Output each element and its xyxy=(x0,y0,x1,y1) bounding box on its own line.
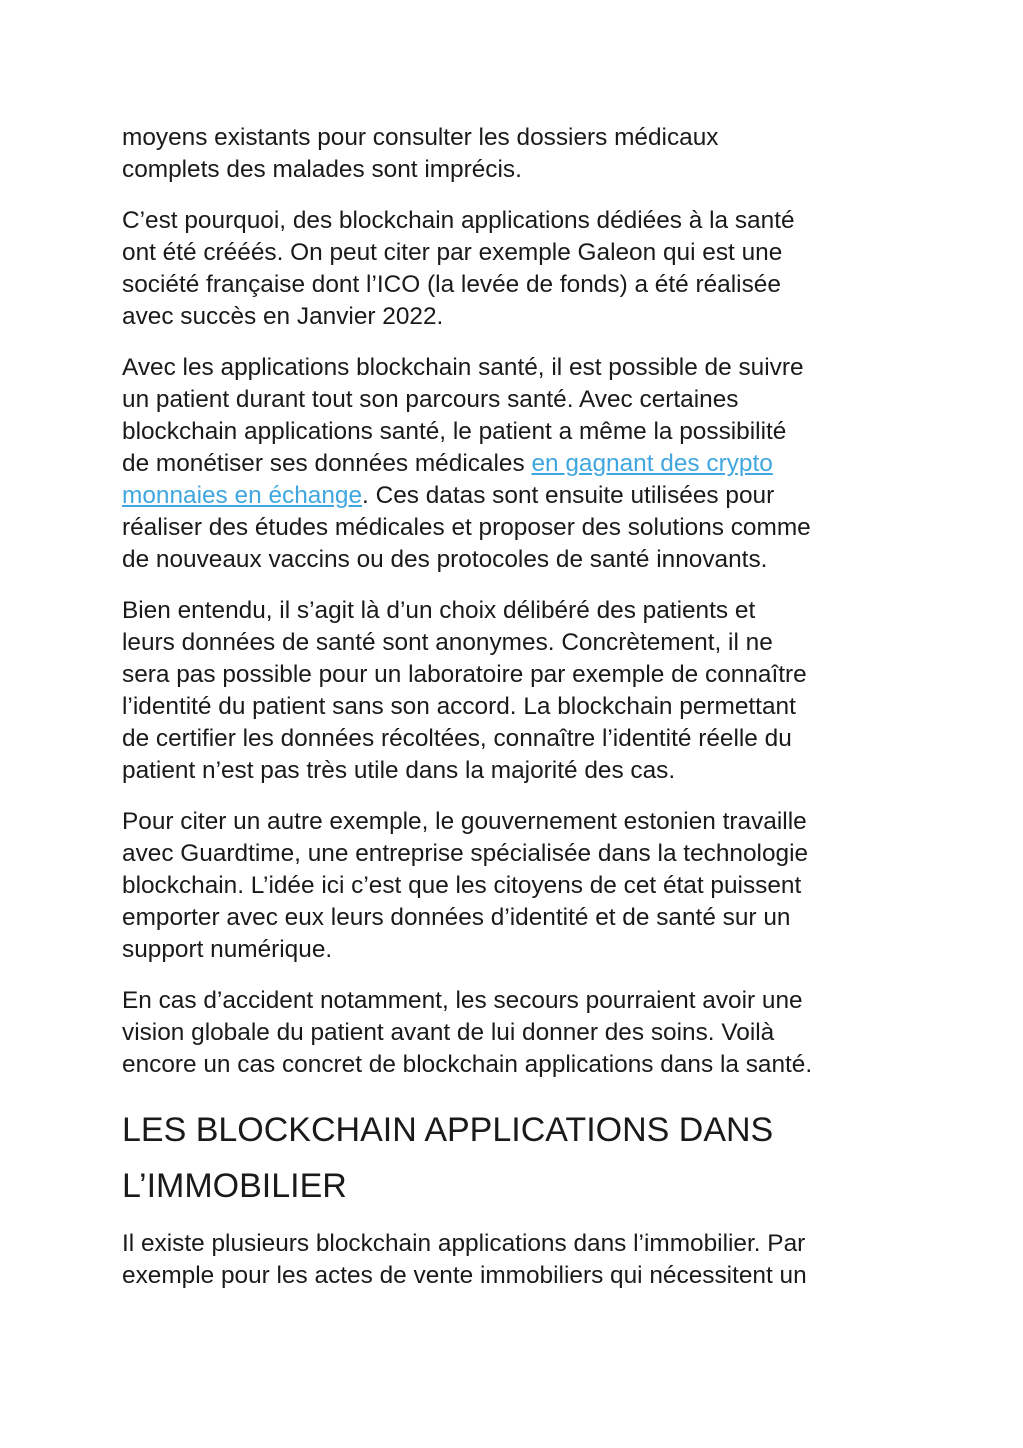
crypto-link-continued[interactable]: monnaies en échange xyxy=(122,482,363,509)
text-line: complets des malades sont imprécis. xyxy=(122,156,522,183)
text-line xyxy=(122,448,912,480)
text-line: blockchain. L’idée ici c’est que les citoyens de cet état puissent xyxy=(122,872,802,899)
text-line: société française dont l’ICO (la levée de fonds) a été réalisée xyxy=(122,271,781,298)
text-line: de nouveaux vaccins ou des protocoles de santé innovants. xyxy=(122,546,768,573)
text-segment: de monétiser ses données médicales xyxy=(122,450,532,477)
text-line: vision globale du patient avant de lui donner des soins. Voilà xyxy=(122,1019,775,1046)
paragraph-4 xyxy=(122,595,912,787)
text-line: un patient durant tout son parcours santé. Avec certaines xyxy=(122,386,739,413)
text-line: En cas d’accident notamment, les secours pourraient avoir une xyxy=(122,987,803,1014)
text-line: exemple pour les actes de vente immobiliers qui nécessitent un xyxy=(122,1262,807,1289)
paragraph-3 xyxy=(122,352,912,576)
crypto-link[interactable]: en gagnant des crypto xyxy=(531,450,773,477)
text-line: Avec les applications blockchain santé, il est possible de suivre xyxy=(122,354,804,381)
text-line: l’identité du patient sans son accord. La blockchain permettant xyxy=(122,693,796,720)
text-line: leurs données de santé sont anonymes. Concrètement, il ne xyxy=(122,629,773,656)
text-line: de certifier les données récoltées, connaître l’identité réelle du xyxy=(122,725,792,752)
text-line: sera pas possible pour un laboratoire par exemple de connaître xyxy=(122,661,807,688)
heading-line: LES BLOCKCHAIN APPLICATIONS DANS xyxy=(122,1111,774,1149)
text-line: ont été crééés. On peut citer par exemple Galeon qui est une xyxy=(122,239,783,266)
text-line: patient n’est pas très utile dans la majorité des cas. xyxy=(122,757,676,784)
text-line: emporter avec eux leurs données d’identité et de santé sur un xyxy=(122,904,791,931)
text-line: Il existe plusieurs blockchain applications dans l’immobilier. Par xyxy=(122,1230,806,1257)
document-page xyxy=(122,122,912,1311)
text-line: avec succès en Janvier 2022. xyxy=(122,303,444,330)
text-line: support numérique. xyxy=(122,936,333,963)
paragraph-7 xyxy=(122,1228,912,1292)
heading-line: L’IMMOBILIER xyxy=(122,1167,347,1205)
text-line: blockchain applications santé, le patient a même la possibilité xyxy=(122,418,787,445)
section-heading xyxy=(122,1102,912,1214)
text-line: réaliser des études médicales et proposer des solutions comme xyxy=(122,514,811,541)
text-segment: . Ces datas sont ensuite utilisées pour xyxy=(362,482,775,509)
text-line: moyens existants pour consulter les dossiers médicaux xyxy=(122,124,719,151)
text-line: avec Guardtime, une entreprise spécialisée dans la technologie xyxy=(122,840,809,867)
paragraph-6 xyxy=(122,985,912,1081)
paragraph-1 xyxy=(122,122,912,186)
text-line xyxy=(122,480,912,512)
text-line: Bien entendu, il s’agit là d’un choix délibéré des patients et xyxy=(122,597,756,624)
text-line: encore un cas concret de blockchain applications dans la santé. xyxy=(122,1051,813,1078)
text-line: Pour citer un autre exemple, le gouvernement estonien travaille xyxy=(122,808,807,835)
text-line: C’est pourquoi, des blockchain applications dédiées à la santé xyxy=(122,207,795,234)
paragraph-2 xyxy=(122,205,912,333)
paragraph-5 xyxy=(122,806,912,966)
